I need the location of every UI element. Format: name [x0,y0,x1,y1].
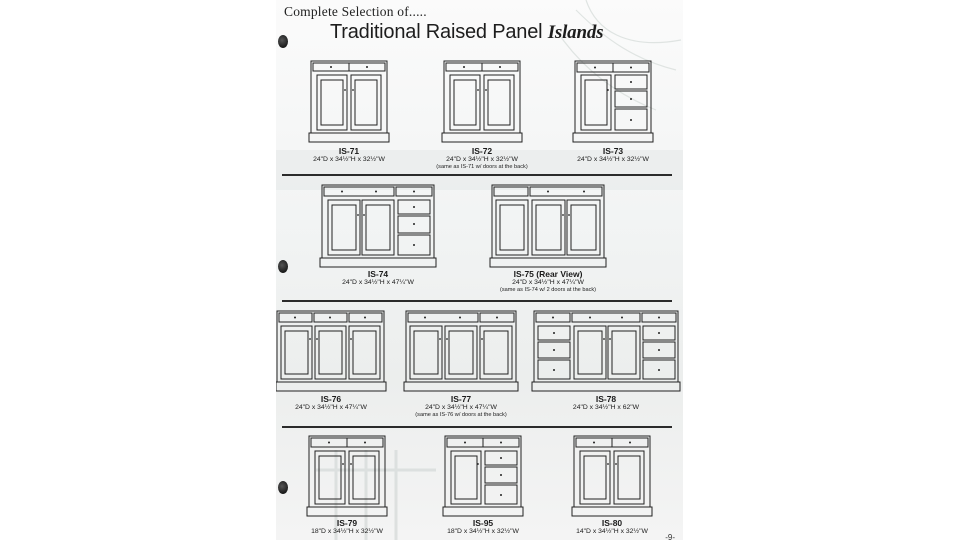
model-dimensions: 18"D x 34½"H x 32½"W [311,528,383,535]
cabinet-drawing-is-76 [276,310,386,392]
cabinet-is-95 [443,435,523,517]
cabinet-is-79 [307,435,387,517]
cabinet-drawing-is-79 [307,435,387,517]
model-dimensions: 24"D x 34½"H x 32½"W [446,156,518,163]
model-dimensions: 18"D x 34½"H x 32½"W [447,528,519,535]
model-code: IS-71 [338,146,360,156]
cabinet-is-72 [442,60,522,143]
cabinet-drawing-is-78 [532,310,680,392]
cabinet-is-71 [309,60,389,143]
model-caption-is-77 [415,394,506,419]
model-code: IS-73 [602,146,624,156]
binder-hole [278,35,288,48]
cabinet-drawing-is-77 [404,310,518,392]
cabinet-drawing-is-75 [490,184,606,268]
catalog-page [276,0,683,540]
model-note: (same as IS-71 w/ doors at the back) [436,164,528,170]
model-code: IS-77 [450,394,472,404]
cabinet-is-76 [276,310,386,392]
model-caption-is-74 [342,269,414,287]
title-main: Traditional Raised Panel [330,21,543,43]
model-caption-is-72 [436,146,527,171]
model-dimensions: 24"D x 34½"H x 47¼"W [512,279,584,286]
cabinet-drawing-is-74 [320,184,436,268]
cabinet-drawing-is-95 [443,435,523,517]
model-code: IS-74 [367,269,389,279]
page-number: -9- [665,533,675,540]
section-divider [282,174,672,176]
model-caption-is-95 [447,518,519,536]
model-code: IS-72 [471,146,493,156]
model-dimensions: 24"D x 34½"H x 47¼"W [342,279,414,286]
page-title [330,21,603,44]
model-caption-is-75 [500,269,596,294]
title-emphasis: Islands [547,22,604,43]
section-divider [282,300,672,302]
cabinet-drawing-is-71 [309,60,389,143]
model-caption-is-71 [313,146,385,164]
cabinet-is-74 [320,184,436,268]
model-caption-is-78 [573,394,639,412]
model-dimensions: 14"D x 34½"H x 32½"W [576,528,648,535]
cabinet-is-75 [490,184,606,268]
model-code: IS-76 [320,394,342,404]
model-caption-is-80 [576,518,648,536]
model-dimensions: 24"D x 34½"H x 47¼"W [425,404,497,411]
model-note: (same as IS-76 w/ doors at the back) [415,412,507,418]
cabinet-is-78 [532,310,680,392]
model-code: IS-78 [595,394,617,404]
model-dimensions: 24"D x 34½"H x 32½"W [313,156,385,163]
binder-hole [278,260,288,273]
cabinet-is-73 [573,60,653,143]
model-caption-is-73 [577,146,649,164]
binder-hole [278,481,288,494]
cabinet-drawing-is-73 [573,60,653,143]
cabinet-is-80 [572,435,652,517]
model-code: IS-80 [601,518,623,528]
model-dimensions: 24"D x 34½"H x 47¼"W [295,404,367,411]
model-dimensions: 24"D x 34½"H x 32½"W [577,156,649,163]
model-code: IS-79 [336,518,358,528]
cabinet-drawing-is-72 [442,60,522,143]
model-caption-is-79 [311,518,383,536]
section-divider [282,426,672,428]
cabinet-drawing-is-80 [572,435,652,517]
model-code: IS-75 (Rear View) [513,269,583,279]
model-note: (same as IS-74 w/ 2 doors at the back) [499,287,597,293]
model-dimensions: 24"D x 34½"H x 62"W [572,404,640,411]
cabinet-is-77 [404,310,518,392]
intro-text: Complete Selection of..... [284,4,427,19]
model-code: IS-95 [472,518,494,528]
model-caption-is-76 [295,394,367,412]
